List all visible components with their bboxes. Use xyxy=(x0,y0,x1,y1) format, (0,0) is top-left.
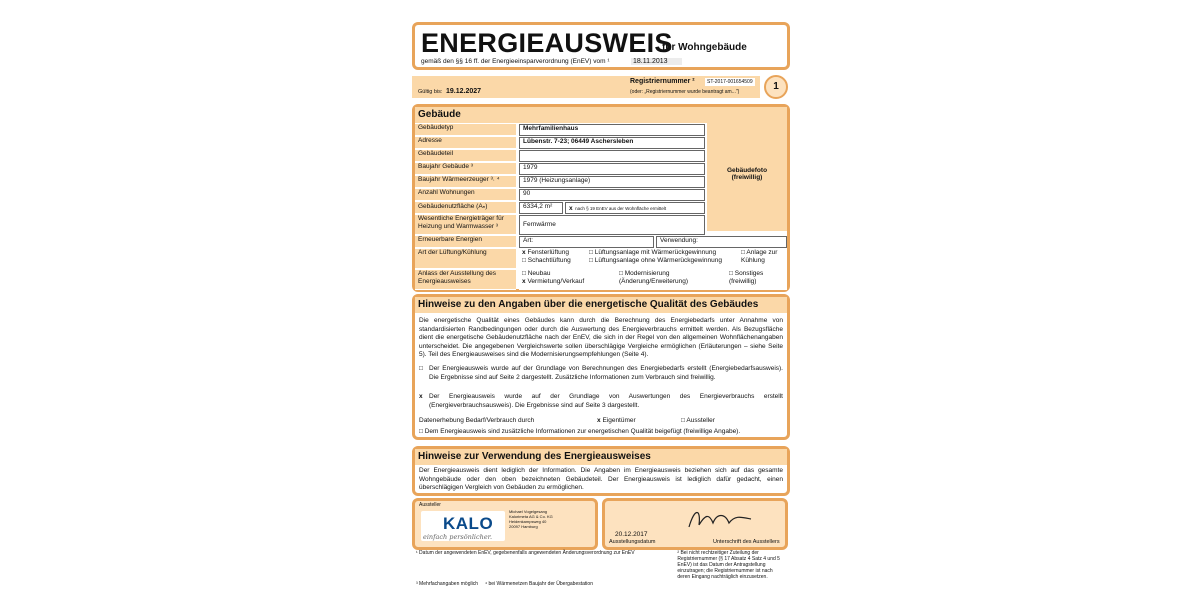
building-title: Gebäude xyxy=(415,107,787,123)
row-label: Gebäudeteil xyxy=(415,150,516,162)
renew-type: Art: xyxy=(519,236,654,248)
option-demand[interactable]: □ Der Energieausweis wurde auf der Grundlage von Berechnungen des Energiebedarfs erstellt (Energiebedarfsausweis). Die Ergebnisse sind auf Seite 2 dargestellt. Zusätzliche Informationen zum Verbrauch sind freiwillig. xyxy=(419,365,783,381)
photo-note: (freiwillig) xyxy=(731,174,763,181)
survey-owner[interactable]: x Eigentümer xyxy=(597,417,636,424)
photo-label: Gebäudefoto xyxy=(726,167,768,174)
usage-notes-title: Hinweise zur Verwendung des Energieausweises xyxy=(415,449,787,465)
signature-image xyxy=(685,505,755,535)
row-label: Gebäudetyp xyxy=(415,124,516,136)
kalo-logo xyxy=(421,511,505,541)
row-label: Baujahr Wärmeerzeuger ³˒ ⁴ xyxy=(415,176,516,188)
option-consumption[interactable]: x Der Energieausweis wurde auf der Grundlage von Auswertungen des Energieverbrauchs erstellt (Energieverbrauchsausweis). Die Ergebnisse sind auf Seite 3 dargestellt. xyxy=(419,393,783,409)
page-number: 1 xyxy=(764,75,788,99)
row-value xyxy=(519,150,705,162)
row-value: Lübenstr. 7-23; 06449 Aschersleben xyxy=(519,137,705,149)
reason-options xyxy=(519,270,787,290)
law-date: 18.11.2013 xyxy=(631,58,682,65)
vent-opt-shaft[interactable]: □ Schachtlüftung xyxy=(522,257,571,264)
quality-notes-intro: Die energetische Qualität eines Gebäudes kann durch die Berechnung des Energiebedarfs unter Annahme von standardisierten Randbedingungen oder durch die Auswertung des Energieverbrauchs ermittelt werden. Als Bezugsfläche dient die energetische Gebäudenutzfläche nach der EnEV, die sich in der Regel von den allgemeinen Wohnflächenangaben unterscheidet. Die angegebenen Vergleichswerte sollen überschlägige Vergleiche ermöglichen (Erläuterungen – siehe Seite 5). Teil des Energieausweises sind die Modernisierungsempfehlungen (Seite 4). xyxy=(419,317,783,358)
law-reference: gemäß den §§ 16 ff. der Energieeinsparverordnung (EnEV) vom ¹ xyxy=(421,58,610,65)
renew-use: Verwendung: xyxy=(656,236,787,248)
quality-notes-section xyxy=(412,294,790,440)
row-label: Art der Lüftung/Kühlung xyxy=(415,249,516,269)
doc-subtitle: für Wohngebäude xyxy=(662,42,747,53)
certificate-header xyxy=(412,22,790,70)
reason-opt-modern[interactable]: □ Modernisierung (Änderung/Erweiterung) xyxy=(619,270,689,285)
vent-opt-window[interactable]: x Fensterlüftung xyxy=(522,249,569,256)
footnote-2: ² Bei nicht rechtzeitiger Zuteilung der Registriernummer (§ 17 Absatz 4 Satz 4 und 5 EnEV) ist das Datum der Antragstellung einzutragen; die Registriernummer ist nach deren Eingang nachträglich einzusetzen. xyxy=(677,550,780,580)
registry-strip xyxy=(412,76,760,98)
reason-opt-new[interactable]: □ Neubau xyxy=(522,270,551,277)
row-label: Gebäudenutzfläche (Aₙ) xyxy=(415,202,516,214)
row-value: Mehrfamilienhaus xyxy=(519,124,705,136)
row-label: Anzahl Wohnungen xyxy=(415,189,516,201)
row-label: Wesentliche Energieträger für Heizung und Warmwasser ³ xyxy=(415,215,516,235)
row-label: Baujahr Gebäude ³ xyxy=(415,163,516,175)
reason-opt-other[interactable]: □ Sonstiges (freiwillig) xyxy=(729,270,764,285)
valid-label: Gültig bis: xyxy=(418,89,443,95)
footnote-3: ³ Mehrfachangaben möglich xyxy=(416,581,478,587)
issuer-address: Michael Vogelgesang Kalorimeta AG & Co. KG Heidenkampsweg 40 20097 Hamburg xyxy=(509,509,553,529)
row-label: Adresse xyxy=(415,137,516,149)
building-section xyxy=(412,104,790,292)
survey-issuer[interactable]: □ Aussteller xyxy=(681,417,715,424)
registry-label: Registriernummer ² xyxy=(630,78,695,85)
vent-opt-cooling[interactable]: □ Anlage zur Kühlung xyxy=(741,249,778,264)
registry-value: ST-2017-001654509 xyxy=(707,79,753,85)
valid-value: 19.12.2027 xyxy=(446,88,482,95)
usage-notes-text: Der Energieausweis dient lediglich der Information. Die Angaben im Energieausweis beziehen sich auf das gesamte Wohngebäude oder den oben bezeichneten Gebäudeteil. Der Energieausweis ist lediglich dafür gedacht, einen überschlägigen Vergleich von Gebäuden zu ermöglichen. xyxy=(419,467,783,491)
doc-title: ENERGIEAUSWEIS xyxy=(421,28,673,58)
row-label: Erneuerbare Energien xyxy=(415,236,516,248)
signature-label: Unterschrift des Ausstellers xyxy=(713,539,780,545)
row-value: 1979 (Heizungsanlage) xyxy=(519,176,705,188)
ventilation-options xyxy=(519,249,787,269)
vent-opt-without-heat[interactable]: □ Lüftungsanlage ohne Wärmerückgewinnung xyxy=(589,257,722,264)
survey-row: Datenerhebung Bedarf/Verbrauch durch x Eigentümer □ Aussteller xyxy=(419,417,715,424)
issue-date: 20.12.2017 xyxy=(615,531,648,538)
row-value: 6334,2 m² xyxy=(519,202,563,214)
extra-info-option[interactable]: □ Dem Energieausweis sind zusätzliche Informationen zur energetischen Qualität beigefügt (freiwillige Angabe). xyxy=(419,428,741,435)
logo-slogan: einfach persönlicher. xyxy=(423,533,493,541)
reason-opt-rent[interactable]: x Vermietung/Verkauf xyxy=(522,278,585,285)
issuer-box xyxy=(412,498,598,550)
registry-note: (oder: „Registriernummer wurde beantragt am...") xyxy=(630,89,740,95)
footnote-4: ⁴ bei Wärmenetzen Baujahr der Übergabestation xyxy=(484,581,593,587)
vent-opt-with-heat[interactable]: □ Lüftungsanlage mit Wärmerückgewinnung xyxy=(589,249,717,256)
row-value: 90 xyxy=(519,189,705,201)
row-value: Fernwärme xyxy=(519,215,705,235)
issue-date-label: Ausstellungsdatum xyxy=(609,539,656,545)
row-label: Anlass der Ausstellung des Energieausweises xyxy=(415,270,516,290)
issuer-label: Aussteller xyxy=(419,502,441,508)
footnotes xyxy=(416,550,788,587)
building-photo xyxy=(707,123,787,231)
signature-box xyxy=(602,498,788,550)
quality-notes-title: Hinweise zu den Angaben über die energetische Qualität des Gebäudes xyxy=(415,297,787,313)
row-value: 1979 xyxy=(519,163,705,175)
energy-certificate xyxy=(412,22,790,587)
usage-notes-section xyxy=(412,446,790,496)
logo-text: KALO xyxy=(443,514,494,533)
footnote-1: ¹ Datum der angewendeten EnEV, gegebenenfalls angewendeten Änderungsverordnung zur EnEV xyxy=(416,550,635,556)
area-note: x nach § 19 EnEV aus der Wohnfläche ermittelt xyxy=(565,202,705,214)
